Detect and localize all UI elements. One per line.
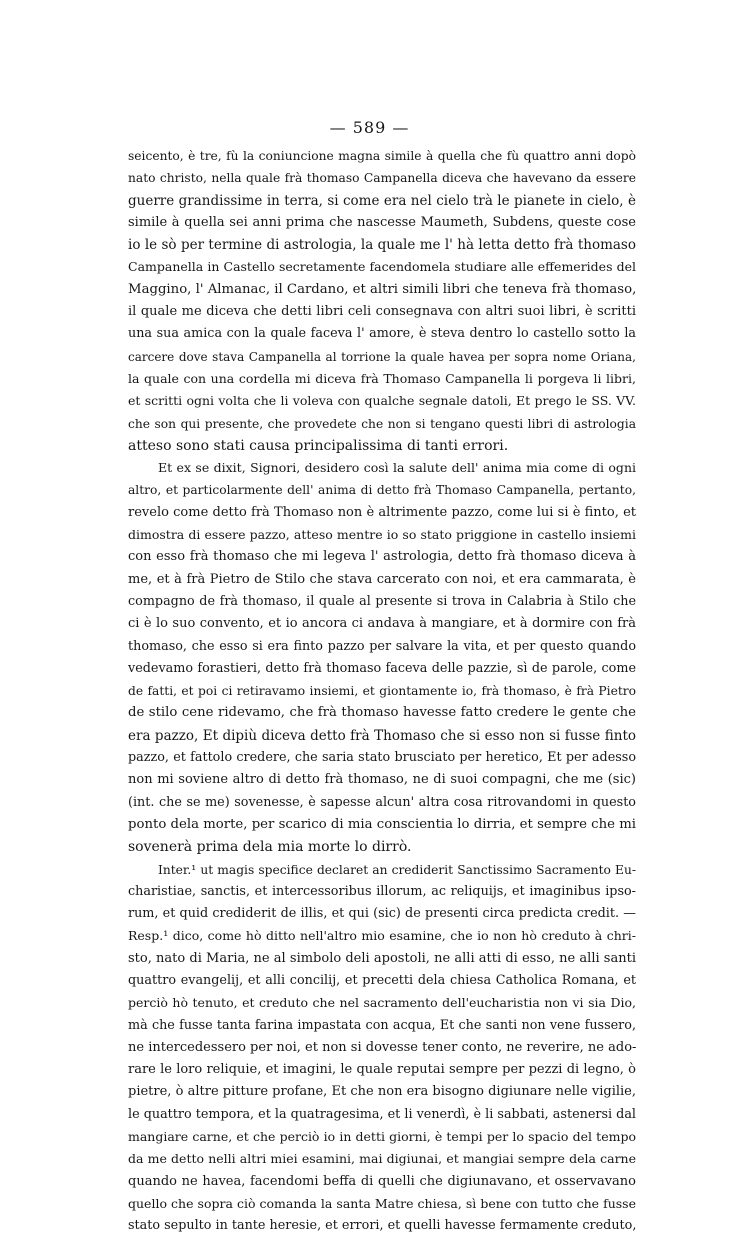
text-line: simile à quella sei anni prima che nascesse Maumeth, Subdens, queste cose xyxy=(128,214,636,230)
body-text xyxy=(128,145,636,1238)
text-line: stato sepulto in tante heresie, et errori, et quelli havesse fermamente creduto, xyxy=(128,1218,636,1234)
text-line: che son qui presente, che provedete che non si tengano questi libri di astrologia xyxy=(128,416,636,431)
text-line: compagno de frà thomaso, il quale al presente si trova in Calabria à Stilo che xyxy=(128,593,636,609)
text-line: altro, et particolarmente dell' anima di detto frà Thomaso Campanella, pertanto, xyxy=(128,483,636,498)
page-number: — 589 — xyxy=(329,118,410,137)
text-line: de stilo cene ridevamo, che frà thomaso havesse fatto credere le gente che xyxy=(128,705,636,721)
text-line: pazzo, et fattolo credere, che saria stato brusciato per heretico, Et per adesso xyxy=(128,750,636,766)
text-line: et scritti ogni volta che li voleva con qualche segnale datoli, Et prego le SS. VV. xyxy=(128,393,636,409)
text-line: quando ne havea, facendomi beffa di quelli che digiunavano, et osservavano xyxy=(128,1173,636,1189)
text-line: Campanella in Castello secretamente facendomela studiare alle effemerides del xyxy=(128,259,636,275)
text-line: Resp.¹ dico, come hò ditto nell'altro mio esamine, che io non hò creduto à chri- xyxy=(128,928,636,944)
text-line: quello che sopra ciò comanda la santa Matre chiesa, sì bene con tutto che fusse xyxy=(128,1195,636,1211)
text-line: le quattro tempora, et la quatragesima, et li venerdì, è li sabbati, astenersi dal xyxy=(128,1106,636,1122)
text-line: rum, et quid crediderit de illis, et qui (sic) de presenti circa predicta credit. — xyxy=(128,906,636,922)
text-line: dimostra di essere pazzo, atteso mentre io so stato priggione in castello insiemi xyxy=(128,527,636,543)
text-line: mà che fusse tanta farina impastata con acqua, Et che santi non vene fussero, xyxy=(128,1017,636,1033)
text-line: vedevamo forastieri, detto frà thomaso faceva delle pazzie, sì de parole, come xyxy=(128,660,636,676)
text-line: quattro evangelij, et alli concilij, et precetti dela chiesa Catholica Romana, et xyxy=(128,972,636,988)
text-line: con esso frà thomaso che mi legeva l' astrologia, detto frà thomaso diceva à xyxy=(128,549,636,565)
paragraph-start-line: Inter.¹ ut magis specifice declaret an crediderit Sanctissimo Sacramento Eu- xyxy=(158,862,636,877)
text-line: ponto dela morte, per scarico di mia conscientia lo dirria, et sempre che mi xyxy=(128,816,636,832)
text-line: ci è lo suo convento, et io ancora ci andava à mangiare, et à dormire con frà xyxy=(128,616,636,632)
text-line: pietre, ò altre pitture profane, Et che non era bisogno digiunare nelle vigilie, xyxy=(128,1084,636,1100)
text-line: de fatti, et poi ci retiravamo insiemi, et giontamente io, frà thomaso, è frà Pietro xyxy=(128,684,636,699)
text-line: carcere dove stava Campanella al torrione la quale havea per sopra nome Oriana, xyxy=(128,349,636,364)
text-line: mangiare carne, et che perciò io in detti giorni, è tempi per lo spacio del tempo xyxy=(128,1129,636,1145)
paragraph-start-line: Et ex se dixit, Signori, desidero così la salute dell' anima mia come di ogni xyxy=(158,460,636,476)
text-line: ne intercedessero per noi, et non si dovesse tener conto, ne reverire, ne ado- xyxy=(128,1039,636,1055)
text-line: era pazzo, Et dipiù diceva detto frà Thomaso che si esso non si fusse finto xyxy=(128,727,636,744)
text-line: thomaso, che esso si era finto pazzo per salvare la vita, et per questo quando xyxy=(128,638,636,654)
text-line: il quale me diceva che detti libri celi consegnava con altri suoi libri, è scritti xyxy=(128,304,636,320)
text-line: non mi soviene altro di detto frà thomaso, ne di suoi compagni, che me (sic) xyxy=(128,772,636,788)
text-line: revelo come detto frà Thomaso non è altrimente pazzo, come lui si è finto, et xyxy=(128,504,636,520)
text-line: Maggino, l' Almanac, il Cardano, et altri simili libri che teneva frà thomaso, xyxy=(128,281,636,297)
text-line: da me detto nelli altri miei esamini, mai digiunai, et mangiai sempre dela carne xyxy=(128,1151,636,1167)
text-line: seicento, è tre, fù la coniuncione magna simile à quella che fù quattro anni dopò xyxy=(128,149,636,163)
text-line: rare le loro reliquie, et imagini, le quale reputai sempre per pezzi di legno, ò xyxy=(128,1062,636,1078)
text-line: guerre grandissime in terra, si come era nel cielo trà le pianete in cielo, è xyxy=(128,192,636,209)
text-line: sto, nato di Maria, ne al simbolo deli apostoli, ne alli atti di esso, ne alli santi xyxy=(128,950,636,966)
text-line: io le sò per termine di astrologia, la quale me l' hà letta detto frà thomaso xyxy=(128,237,636,254)
text-line: una sua amica con la quale faceva l' amore, è steva dentro lo castello sotto la xyxy=(128,326,636,342)
paragraph-end-line: atteso sono stati causa principalissima di tanti errori. xyxy=(128,437,509,454)
paragraph-end-line: sovenerà prima dela mia morte lo dirrò. xyxy=(128,839,412,856)
text-line: (int. che se me) sovenesse, è sapesse alcun' altra cosa ritrovandomi in questo xyxy=(128,794,636,810)
text-line: me, et à frà Pietro de Stilo che stava carcerato con noi, et era cammarata, è xyxy=(128,571,636,587)
text-line: perciò hò tenuto, et creduto che nel sacramento dell'eucharistia non vi sia Dio, xyxy=(128,995,636,1011)
text-line: charistiae, sanctis, et intercessoribus illorum, ac reliquijs, et imaginibus ipso- xyxy=(128,883,636,899)
text-line: nato christo, nella quale frà thomaso Campanella diceva che havevano da essere xyxy=(128,171,636,186)
text-line: la quale con una cordella mi diceva frà Thomaso Campanella li porgeva li libri, xyxy=(128,370,636,386)
